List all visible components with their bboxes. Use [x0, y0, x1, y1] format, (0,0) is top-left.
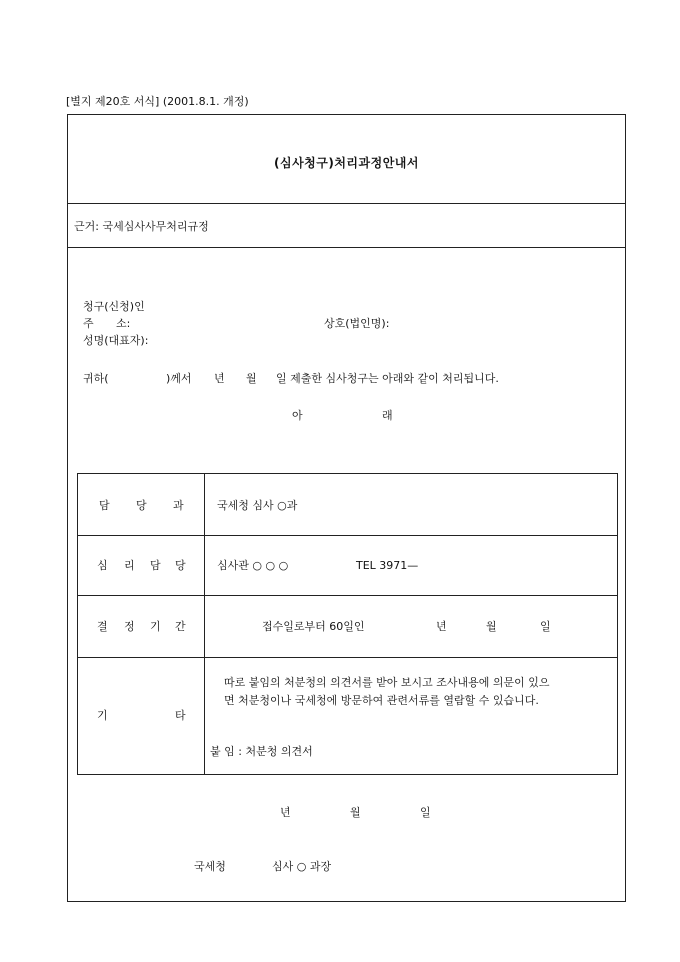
- issuer-dept: 심사 ○ 과장: [272, 860, 332, 873]
- row-period-value: 접수일로부터 60일인: [262, 620, 365, 633]
- row-dept-label-2: 당: [136, 499, 147, 512]
- form-frame: [67, 114, 626, 902]
- row-period-month: 월: [486, 620, 497, 633]
- row-period-label-2: 정: [124, 620, 135, 633]
- table-column-divider: [204, 474, 205, 774]
- table-row-divider: [78, 535, 617, 536]
- table-row-divider: [78, 595, 617, 596]
- row-other-attachment: 붙 임 : 처분청 의견서: [210, 745, 313, 758]
- row-reviewer-label-2: 리: [124, 559, 135, 572]
- representative-label: 성명(대표자):: [83, 334, 149, 347]
- row-period-day: 일: [540, 620, 551, 633]
- row-dept-value: 국세청 심사 ○과: [217, 499, 298, 512]
- form-header-note: [별지 제20호 서식] (2001.8.1. 개정): [66, 95, 249, 108]
- form-title: (심사청구)처리과정안내서: [274, 156, 419, 170]
- notice-prefix: 귀하(: [83, 372, 109, 385]
- row-period-label-3: 기: [150, 620, 161, 633]
- company-name-label: 상호(법인명):: [324, 317, 390, 330]
- row-other-label-1: 기: [97, 709, 108, 722]
- issuer-org: 국세청: [194, 860, 226, 873]
- notice-text: 일 제출한 심사청구는 아래와 같이 처리됩니다.: [276, 372, 499, 385]
- divider-title: [68, 203, 625, 204]
- row-reviewer-label-1: 심: [97, 559, 108, 572]
- row-period-label-4: 간: [175, 620, 186, 633]
- row-reviewer-tel: TEL 3971—: [356, 559, 419, 572]
- address-label-b: 소:: [116, 317, 131, 330]
- date-year: 년: [280, 806, 291, 819]
- row-other-label-2: 타: [175, 709, 186, 722]
- basis-text: 근거: 국세심사사무처리규정: [74, 220, 209, 233]
- below-char-b: 래: [382, 409, 393, 422]
- row-reviewer-label-3: 담: [150, 559, 161, 572]
- row-reviewer-value: 심사관 ○ ○ ○: [217, 559, 289, 572]
- row-dept-label-3: 과: [173, 499, 184, 512]
- notice-suffix: )께서: [166, 372, 192, 385]
- row-period-year: 년: [436, 620, 447, 633]
- date-day: 일: [420, 806, 431, 819]
- below-char-a: 아: [292, 409, 303, 422]
- row-other-line2: 면 처분청이나 국세청에 방문하여 관련서류를 열람할 수 있습니다.: [224, 694, 539, 707]
- table-row-divider: [78, 657, 617, 658]
- row-period-label-1: 결: [97, 620, 108, 633]
- row-other-line1: 따로 붙임의 처분청의 의견서를 받아 보시고 조사내용에 의문이 있으: [224, 676, 550, 689]
- address-label-a: 주: [83, 317, 94, 330]
- notice-year: 년: [214, 372, 225, 385]
- divider-basis: [68, 247, 625, 248]
- row-reviewer-label-4: 당: [175, 559, 186, 572]
- processing-table: [77, 473, 618, 775]
- claimant-label: 청구(신청)인: [83, 300, 145, 313]
- date-month: 월: [350, 806, 361, 819]
- row-dept-label-1: 담: [99, 499, 110, 512]
- notice-month: 월: [246, 372, 257, 385]
